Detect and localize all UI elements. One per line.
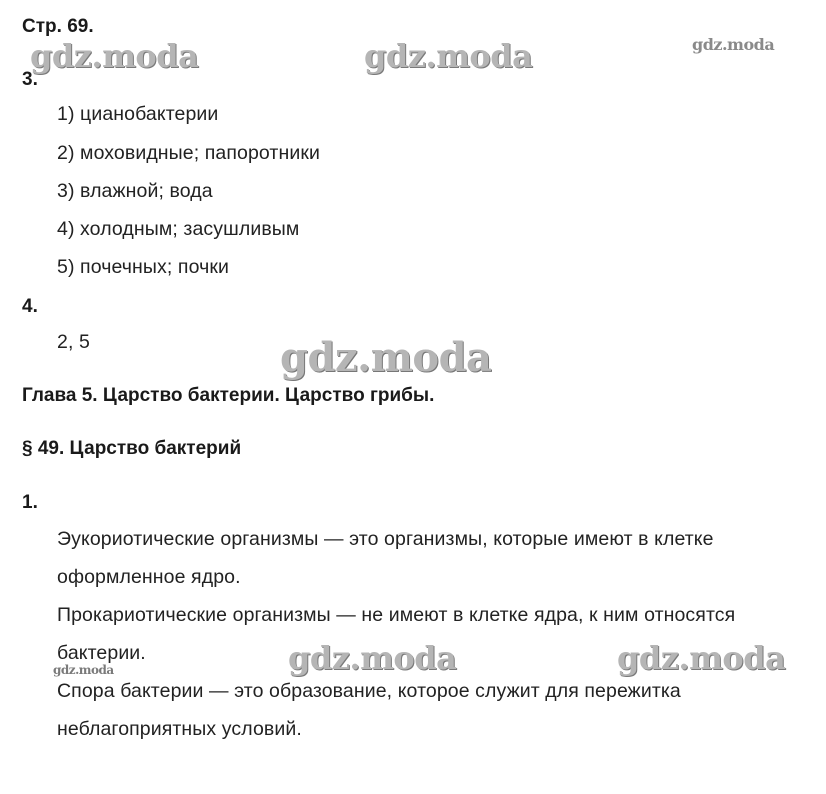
watermark: gdz.moda bbox=[53, 663, 114, 677]
watermark: gdz.moda bbox=[364, 37, 533, 75]
watermark: gdz.moda bbox=[288, 639, 457, 677]
answer-item: 1) цианобактерии bbox=[57, 103, 219, 125]
answer-item: 2) моховидные; папоротники bbox=[57, 142, 320, 164]
task-text-line: Прокариотические организмы — не имеют в клетке ядра, к ним относятся bbox=[57, 604, 736, 626]
task-number: 1. bbox=[22, 492, 38, 513]
section-number: 4. bbox=[22, 296, 38, 317]
answer-item: 5) почечных; почки bbox=[57, 256, 229, 278]
page-label: Стр. 69. bbox=[22, 16, 94, 37]
watermark: gdz.moda bbox=[692, 35, 775, 54]
task-text-line: Спора бактерии — это образование, которое служит для пережитка bbox=[57, 680, 681, 702]
task-text-line: Эукориотические организмы — это организмы, которые имеют в клетке bbox=[57, 528, 714, 550]
answer-item: 4) холодным; засушливым bbox=[57, 218, 300, 240]
task-text-line: оформленное ядро. bbox=[57, 566, 241, 588]
task-text-line: бактерии. bbox=[57, 642, 146, 664]
chapter-heading: Глава 5. Царство бактерии. Царство грибы. bbox=[22, 385, 435, 406]
section-number: 3. bbox=[22, 69, 38, 90]
task-text-line: неблагоприятных условий. bbox=[57, 718, 302, 740]
answer-item: 3) влажной; вода bbox=[57, 180, 213, 202]
watermark: gdz.moda bbox=[617, 639, 786, 677]
watermark: gdz.moda bbox=[30, 37, 199, 75]
paragraph-heading: § 49. Царство бактерий bbox=[22, 438, 242, 459]
watermark: gdz.moda bbox=[280, 334, 492, 381]
answer-text: 2, 5 bbox=[57, 331, 90, 353]
